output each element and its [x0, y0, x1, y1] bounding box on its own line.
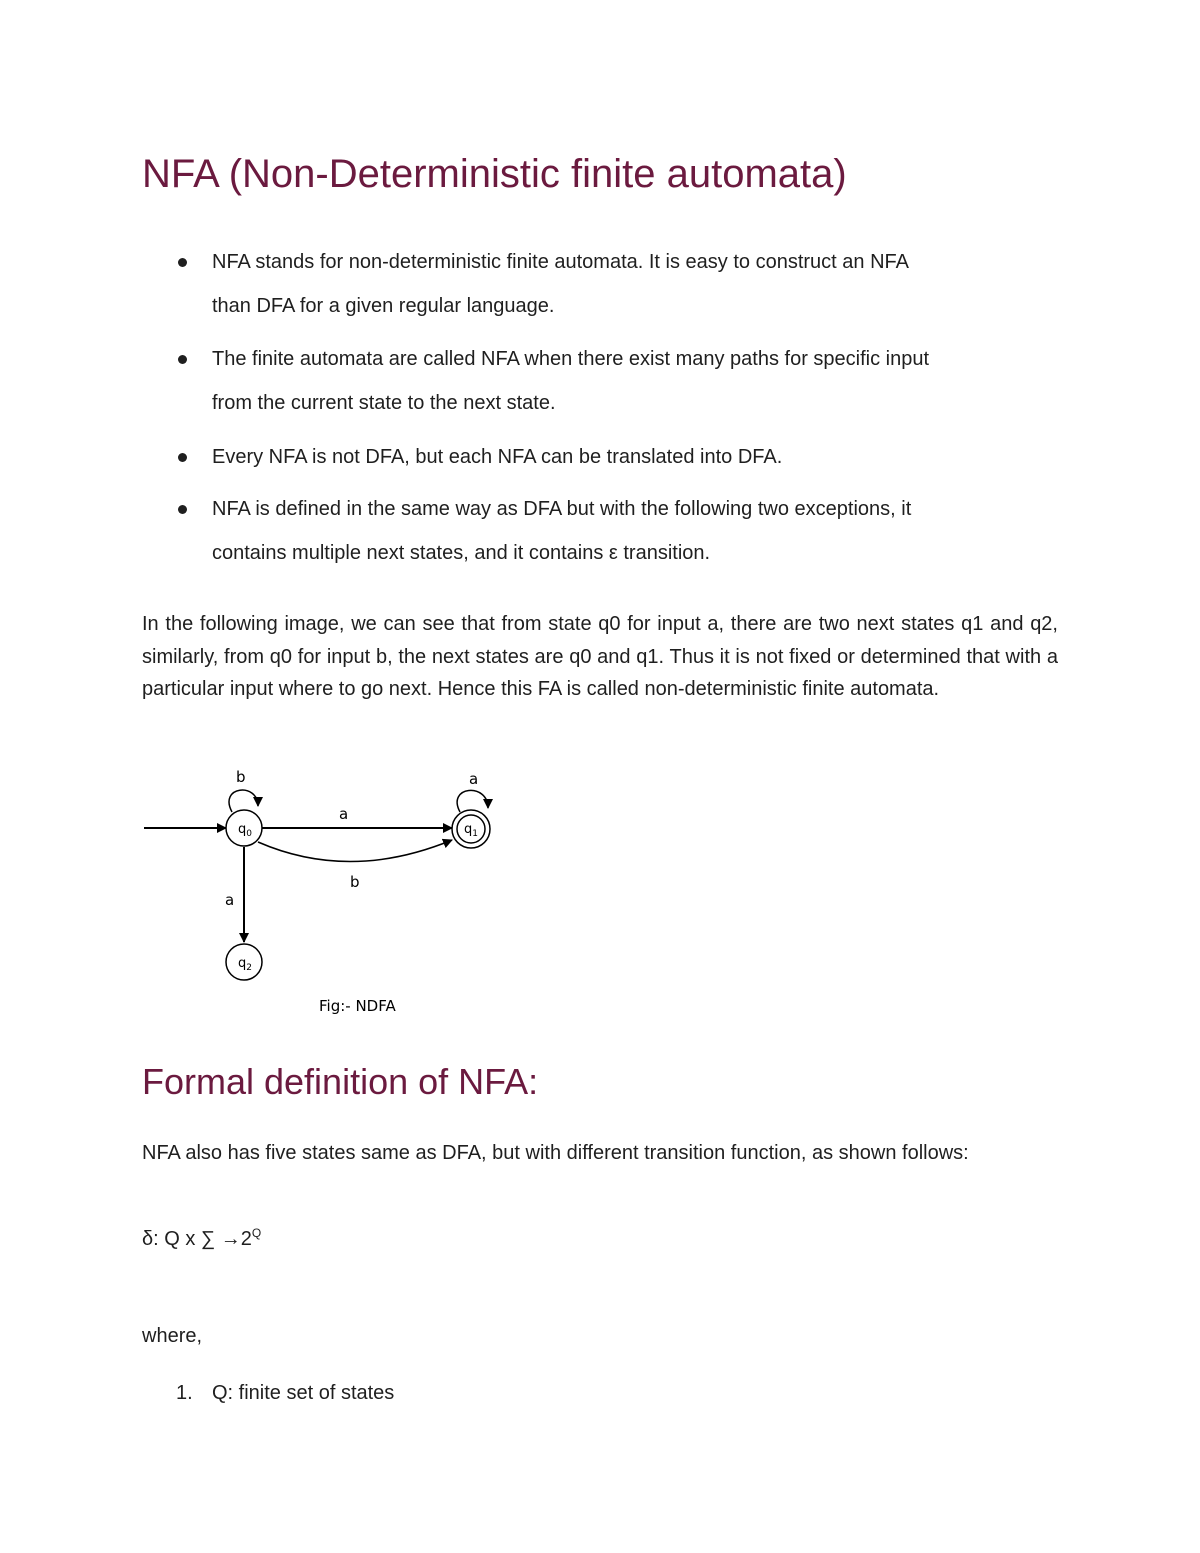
bullet-line: than DFA for a given regular language. — [212, 295, 555, 317]
state-label-q1: $q_1$ — [464, 822, 478, 839]
edge-label-q1-loop: a — [469, 770, 479, 788]
edge-label-q0-q1-b: b — [350, 873, 360, 891]
intro-paragraph: In the following image, we can see that from state q0 for input a, there are two next states q1 and q2, similarly, from q0 for input b, the next states are q0 and q1. Thus it is not fixed or determined that with a particular input where to go next. Hence this FA is called non-deterministic finite automata. — [142, 613, 1058, 700]
state-label-q2: $q_2$ — [238, 956, 252, 973]
bullet-line: NFA stands for non-deterministic finite automata. It is easy to construct an NFA — [212, 251, 909, 273]
list-number: 1. — [176, 1382, 193, 1404]
bullet-line: The finite automata are called NFA when there exist many paths for specific input — [212, 348, 930, 370]
bullet-dot-icon — [178, 505, 187, 514]
state-label-q0: $q_0$ — [238, 822, 252, 839]
formula-main: δ: Q x ∑ →2 — [142, 1228, 252, 1250]
self-loop-q1 — [457, 790, 488, 812]
page-title: NFA (Non-Deterministic finite automata) — [142, 152, 847, 196]
bullet-dot-icon — [178, 453, 187, 462]
bullet-dot-icon — [178, 355, 187, 364]
figure-caption: Fig:- NDFA — [319, 997, 396, 1015]
bullet-dot-icon — [178, 258, 187, 267]
bullet-line: Every NFA is not DFA, but each NFA can be translated into DFA. — [212, 446, 783, 468]
formula-superscript: Q — [251, 1226, 262, 1240]
list-text: Q: finite set of states — [212, 1382, 395, 1404]
formal-paragraph: NFA also has five states same as DFA, but with different transition function, as shown follows: — [142, 1142, 969, 1164]
transition-formula — [142, 1228, 261, 1251]
edge-label-q0-loop: b — [236, 768, 246, 786]
bullet-line: from the current state to the next state. — [212, 392, 556, 414]
edge-label-q0-q2: a — [225, 891, 235, 909]
section-heading: Formal definition of NFA: — [142, 1061, 539, 1102]
where-label: where, — [142, 1325, 203, 1347]
edge-label-q0-q1-a: a — [339, 805, 349, 823]
bullet-line: contains multiple next states, and it contains ε transition. — [212, 542, 711, 564]
self-loop-q0 — [229, 790, 258, 812]
edge-q0-q1-curved — [258, 840, 452, 862]
nfa-diagram — [130, 760, 479, 1030]
bullet-line: NFA is defined in the same way as DFA but with the following two exceptions, it — [212, 498, 912, 520]
